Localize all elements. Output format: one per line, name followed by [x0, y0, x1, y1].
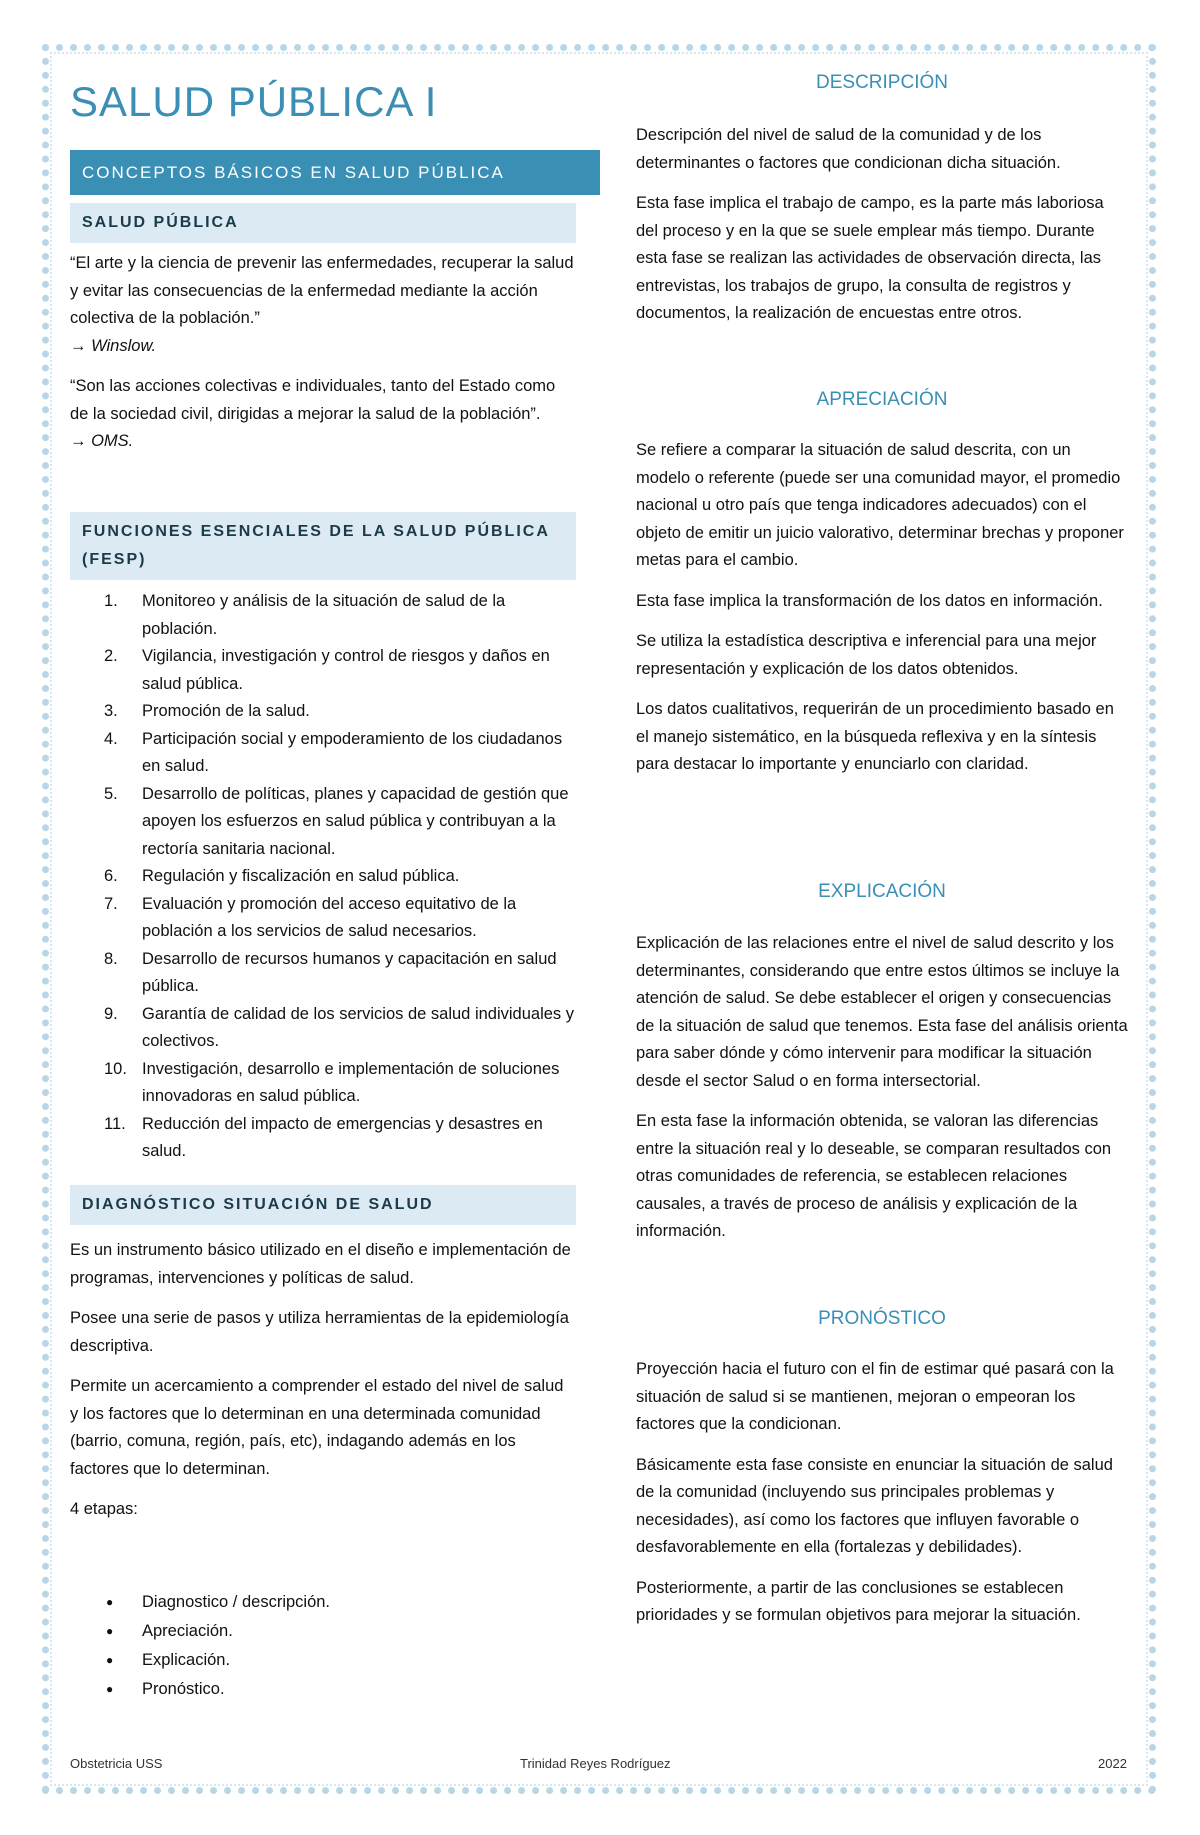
descripcion-p1: Descripción del nivel de salud de la comunidad y de los determinantes o factores que condicionan dicha situación. [636, 126, 1061, 172]
list-item: 11. Reducción del impacto de emergencias y desastres en salud. [104, 1114, 543, 1160]
list-item: 9. Garantía de calidad de los servicios de salud individuales y colectivos. [104, 1004, 574, 1050]
list-item: 1. Monitoreo y análisis de la situación de salud de la población. [104, 592, 506, 638]
descripcion-p2: Esta fase implica el trabajo de campo, es la parte más laboriosa del proceso y en la que se suele emplear más tiempo. Durante esta fase se realizan las actividades de observación directa, las entrevistas, los trabajos de grupo, la consulta de registros y documentos, la realización de encuestas entre otros. [636, 194, 1104, 322]
list-item: 4. Participación social y empoderamiento de los ciudadanos en salud. [104, 729, 563, 775]
pronostico-p3: Posteriormente, a partir de las conclusiones se establecen prioridades y se formulan objetivos para mejorar la situación. [636, 1578, 1081, 1624]
apreciacion-p3: Se utiliza la estadística descriptiva e inferencial para una mejor representación y explicación de los datos obtenidos. [636, 632, 1097, 678]
apreciacion-p1: Se refiere a comparar la situación de salud descrita, con un modelo o referente (puede ser una comunidad mayor, el promedio nacional u otro país que tenga indicadores adecuados) con el objeto de emitir un juicio valorativo, determinar brechas y proponer metas para el cambio. [636, 441, 1124, 569]
salud-publica-body [70, 250, 576, 456]
apreciacion-body [636, 437, 1128, 779]
list-item: ● Diagnostico / descripción. [70, 1588, 576, 1617]
apreciacion-heading: APRECIACIÓN [816, 389, 948, 410]
bullet-icon: ● [106, 1624, 114, 1638]
descripcion-heading: DESCRIPCIÓN [816, 72, 948, 93]
etapas-label: 4 etapas: [70, 1500, 138, 1518]
diagnostico-heading: DIAGNÓSTICO SITUACIÓN DE SALUD [70, 1185, 576, 1225]
pronostico-body [636, 1356, 1128, 1630]
section-banner: CONCEPTOS BÁSICOS EN SALUD PÚBLICA [70, 150, 600, 195]
list-item: 7. Evaluación y promoción del acceso equitativo de la población a los servicios de salud necesarios. [104, 894, 517, 940]
descripcion-body [636, 122, 1128, 328]
diagnostico-p2: Posee una serie de pasos y utiliza herramientas de la epidemiología descriptiva. [70, 1309, 569, 1355]
list-item: ● Pronóstico. [70, 1675, 576, 1704]
winslow-quote: “El arte y la ciencia de prevenir las enfermedades, recuperar la salud y evitar las consecuencias de la enfermedad mediante la acción colectiva de la población.” [70, 254, 574, 327]
bullet-icon: ● [106, 1682, 114, 1696]
explicacion-p2: En esta fase la información obtenida, se valoran las diferencias entre la situación real y lo deseable, se comparan resultados con otras comunidades de referencia, se establecen relaciones causales, a través de proceso de análisis y explicación de la información. [636, 1112, 1112, 1240]
explicacion-p1: Explicación de las relaciones entre el nivel de salud descrito y los determinantes, considerando que entre estos últimos se incluye la atención de salud. Se debe establecer el origen y consecuencias de la situación de salud que tenemos. Esta fase del análisis orienta para saber dónde y cómo intervenir para modificar la situación desde el sector Salud o en forma intersectorial. [636, 934, 1128, 1090]
list-item: 8. Desarrollo de recursos humanos y capacitación en salud pública. [104, 949, 557, 995]
fesp-list [70, 588, 576, 1166]
diagnostico-body [70, 1237, 576, 1524]
bullet-icon: ● [106, 1595, 114, 1609]
apreciacion-p4: Los datos cualitativos, requerirán de un procedimiento basado en el manejo sistemático, en la búsqueda reflexiva y en la síntesis para destacar lo importante y enunciarlo con claridad. [636, 700, 1114, 773]
list-item: ● Explicación. [70, 1646, 576, 1675]
footer-center: Trinidad Reyes Rodríguez [520, 1756, 671, 1771]
list-item: 3. Promoción de la salud. [104, 702, 310, 720]
apreciacion-p2: Esta fase implica la transformación de los datos en información. [636, 591, 1103, 610]
list-item: 10. Investigación, desarrollo e implementación de soluciones innovadoras en salud pública. [104, 1059, 560, 1105]
pronostico-heading: PRONÓSTICO [818, 1308, 946, 1329]
footer-left: Obstetricia USS [70, 1756, 163, 1771]
list-item: 6. Regulación y fiscalización en salud pública. [104, 867, 460, 885]
diagnostico-p3: Permite un acercamiento a comprender el estado del nivel de salud y los factores que lo determinan en una determinada comunidad (barrio, comuna, región, país, etc), indagando además en los factores que lo determinan. [70, 1377, 564, 1478]
footer-right: 2022 [1098, 1756, 1127, 1771]
explicacion-body [636, 930, 1128, 1246]
fesp-heading: FUNCIONES ESENCIALES DE LA SALUD PÚBLICA (FESP) [70, 512, 576, 580]
pronostico-p2: Básicamente esta fase consiste en enunciar la situación de salud de la comunidad (incluyendo sus principales problemas y necesidades), así como los factores que influyen favorable o desfavorablemente en ella (fortalezas y debilidades). [636, 1455, 1113, 1556]
list-item: 5. Desarrollo de políticas, planes y capacidad de gestión que apoyen los esfuerzos en salud pública y contribuyan a la rectoría sanitaria nacional. [104, 784, 569, 858]
oms-author: → OMS. [70, 432, 134, 450]
winslow-author: → Winslow. [70, 336, 157, 355]
salud-publica-heading: SALUD PÚBLICA [70, 203, 576, 243]
pronostico-p1: Proyección hacia el futuro con el fin de estimar qué pasará con la situación de salud si se mantienen, mejoran o empeoran los factores que la condicionan. [636, 1360, 1114, 1433]
explicacion-heading: EXPLICACIÓN [818, 881, 946, 902]
list-item: 2. Vigilancia, investigación y control de riesgos y daños en salud pública. [104, 647, 550, 693]
page-title: SALUD PÚBLICA I [70, 78, 438, 125]
bullet-icon: ● [106, 1653, 114, 1667]
etapas-list [70, 1588, 576, 1704]
diagnostico-p1: Es un instrumento básico utilizado en el diseño e implementación de programas, intervenciones y políticas de salud. [70, 1241, 571, 1287]
list-item: ● Apreciación. [70, 1617, 576, 1646]
oms-quote: “Son las acciones colectivas e individuales, tanto del Estado como de la sociedad civil, dirigidas a mejorar la salud de la población”. [70, 377, 556, 423]
